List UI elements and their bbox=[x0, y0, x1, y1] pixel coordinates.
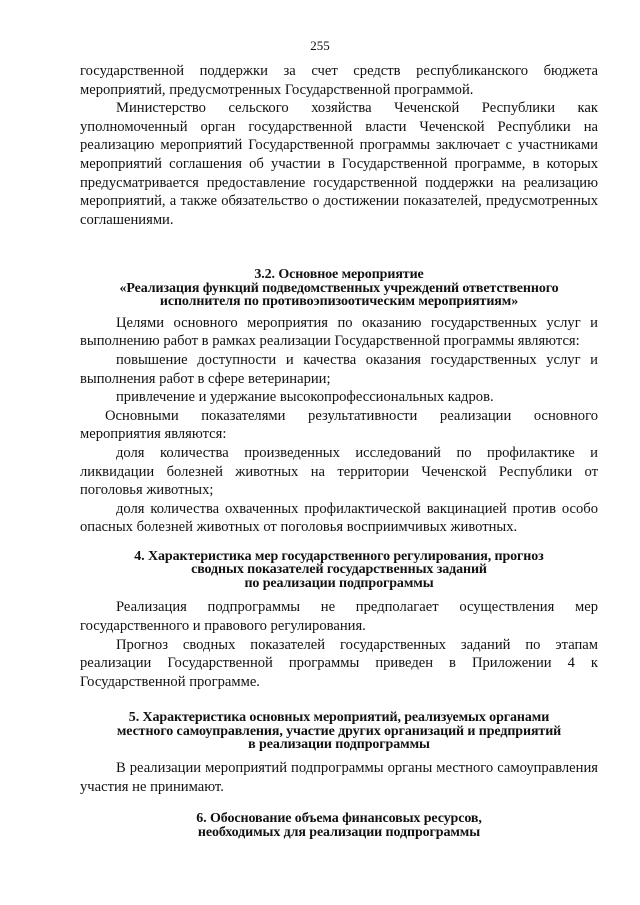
section-heading bbox=[80, 711, 598, 752]
paragraph: Реализация подпрограммы не предполагает осуществления мер государственного и правового регулирования. bbox=[80, 599, 598, 635]
section-heading-line: 4. Характеристика мер государственного регулирования, прогноз bbox=[134, 548, 544, 564]
section-heading-line: «Реализация функций подведомственных учреждений ответственного bbox=[119, 280, 559, 296]
paragraph: Целями основного мероприятия по оказанию государственных услуг и выполнению работ в рамках реализации Государственной программы являются: bbox=[80, 314, 598, 350]
section-heading-line: в реализации подпрограммы bbox=[248, 737, 430, 753]
paragraph: государственной поддержки за счет средств республиканского бюджета мероприятий, предусмотренных Государственной программой. bbox=[80, 63, 598, 98]
section-heading-line: по реализации подпрограммы bbox=[244, 575, 434, 591]
paragraph: Министерство сельского хозяйства Чеченской Республики как уполномоченный орган государственной власти Чеченской Республики на реализацию мероприятий Государственной программы заключает с участниками мероприятий соглашения об участии в Государственной программе, в которых предусматривается предоставление государственной поддержки на реализацию мероприятий, а также обязательство о достижении показателей, предусмотренных соглашениями. bbox=[80, 100, 598, 228]
section-heading-line: 6. Обоснование объема финансовых ресурсов, bbox=[196, 811, 482, 827]
section-heading-line: местного самоуправления, участие других организаций и предприятий bbox=[116, 723, 562, 739]
section-heading-line: 5. Характеристика основных мероприятий, реализуемых органами bbox=[128, 710, 550, 726]
paragraph: доля количества произведенных исследований по профилактике и ликвидации болезней животных на территории Чеченской Республики от поголовья животных; bbox=[80, 445, 598, 499]
paragraph: повышение доступности и качества оказания государственных услуг и выполнения работ в сфере ветеринарии; bbox=[80, 352, 598, 387]
section-heading-line: сводных показателей государственных заданий bbox=[191, 562, 487, 578]
paragraph: привлечение и удержание высокопрофессиональных кадров. bbox=[116, 389, 494, 406]
section-heading bbox=[80, 812, 598, 839]
section-heading bbox=[80, 268, 598, 309]
section-heading-line: необходимых для реализации подпрограммы bbox=[197, 824, 481, 840]
section-heading bbox=[80, 550, 598, 591]
paragraph: Прогноз сводных показателей государственных заданий по этапам реализации Государственной программы приведен в Приложении 4 к Государственной программе. bbox=[80, 636, 598, 690]
page-number: 255 bbox=[310, 38, 330, 53]
paragraph: доля количества охваченных профилактической вакцинацией против особо опасных болезней животных от поголовья восприимчивых животных. bbox=[80, 500, 598, 536]
page-body bbox=[80, 62, 598, 839]
paragraph: В реализации мероприятий подпрограммы органы местного самоуправления участия не принимают. bbox=[80, 759, 598, 795]
paragraph: Основными показателями результативности реализации основного мероприятия являются: bbox=[80, 407, 598, 443]
section-heading-line: исполнителя по противоэпизоотическим мероприятиям» bbox=[159, 294, 519, 310]
section-heading-line: 3.2. Основное мероприятие bbox=[254, 267, 424, 283]
